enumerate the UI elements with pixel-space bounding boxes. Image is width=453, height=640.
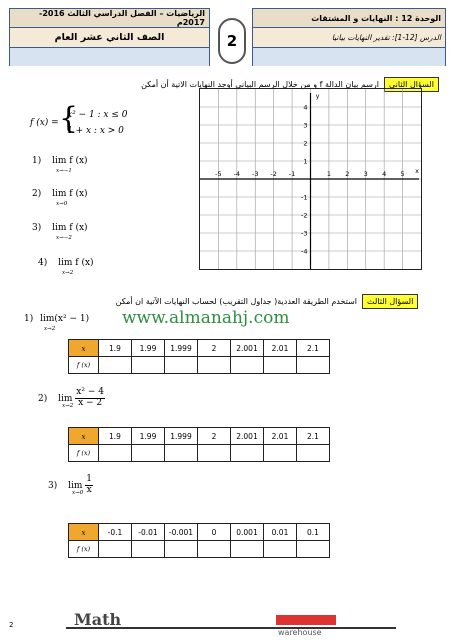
svg-text:Math: Math (74, 611, 122, 629)
x-value: 1.99 (132, 340, 165, 357)
limit-expression: lim(x² − 1) (40, 314, 90, 324)
y-axis-label: y (315, 92, 320, 100)
x-value: 2.1 (297, 428, 330, 445)
header-left-box (9, 8, 210, 66)
item-number: 1) (32, 156, 42, 166)
header-right-box (252, 8, 446, 66)
x-value: 1.999 (165, 340, 198, 357)
y-tick-label: 2 (303, 139, 308, 148)
limit-subscript: x→0 (56, 201, 68, 207)
x-value: 0.001 (231, 524, 264, 541)
fraction-numerator: x² − 4 (76, 387, 104, 397)
fx-cell (231, 541, 264, 558)
fx-header: f (x) (69, 541, 99, 558)
fx-cell (132, 357, 165, 374)
limit-expression: lim f (x) (58, 258, 94, 268)
item-number: 2) (32, 189, 42, 199)
fx-cell (198, 445, 231, 462)
x-tick-label: -1 (288, 170, 296, 178)
x-value: 0.1 (297, 524, 330, 541)
fx-header: f (x) (69, 357, 99, 374)
course-term: الرياضيات – الفصل الدراسي الثالث 2016-2017م (10, 9, 209, 28)
fraction-denominator: x − 2 (78, 397, 103, 408)
limit-subscript: x→2 (62, 403, 74, 409)
fx-cell (99, 541, 132, 558)
y-tick-label: 4 (303, 103, 308, 112)
fx-cell (198, 357, 231, 374)
math-logo-image (66, 611, 396, 637)
item-number: 1) (24, 314, 34, 324)
fx-cell (264, 357, 297, 374)
lesson-title: الدرس [12-1]: تقدير النهايات بيانيا (253, 28, 445, 48)
q2-instruction: ارسم بيان الدالة f و من خلال الرسم البياني أوجد النهايات الاتية أن أمكن (141, 80, 379, 89)
y-tick-label: -1 (301, 193, 308, 202)
graph-grid (199, 88, 422, 270)
item-number: 2) (38, 393, 48, 404)
x-header: x (69, 340, 99, 357)
fx-cell (297, 541, 330, 558)
limit-subscript: x→2 (44, 326, 56, 332)
fx-cell (264, 541, 297, 558)
svg-text:warehouse: warehouse (278, 628, 322, 637)
q2-limit-3 (32, 223, 88, 241)
header-right-blank (253, 48, 445, 66)
q3-label: السؤال الثالث (362, 294, 418, 309)
fx-cell (297, 445, 330, 462)
fx-cell (231, 357, 264, 374)
x-value: 2.1 (297, 340, 330, 357)
x-value: 2 (198, 428, 231, 445)
x-value: 2 (198, 340, 231, 357)
item-number: 4) (38, 258, 48, 268)
x-value: 1.9 (99, 340, 132, 357)
limit-word: lim (58, 393, 73, 404)
x-tick-label: -2 (270, 170, 277, 178)
x-axis-label: x (415, 167, 419, 175)
q2-limit-1 (32, 156, 88, 174)
fx-cell (132, 445, 165, 462)
limit-subscript: x→−2 (56, 235, 72, 241)
fx-cell (165, 541, 198, 558)
header-left-blank (10, 48, 209, 66)
graph-grid-svg (200, 89, 421, 269)
y-tick-label: 3 (303, 121, 308, 130)
table-row-x (69, 428, 330, 445)
value-table-3 (68, 523, 330, 558)
x-header: x (69, 524, 99, 541)
x-tick-label: -5 (215, 170, 222, 178)
limit-expression: lim f (x) (52, 223, 88, 233)
limit-subscript: x→−1 (56, 168, 72, 174)
q3-limit-2 (38, 388, 105, 409)
x-tick-label: 2 (345, 170, 350, 178)
item-number: 3) (48, 480, 58, 491)
limit-expression: lim f (x) (52, 189, 88, 199)
x-value: 2.01 (264, 340, 297, 357)
y-tick-label: -2 (301, 211, 308, 220)
x-value: -0.01 (132, 524, 165, 541)
x-value: 1.999 (165, 428, 198, 445)
fraction-denominator: x (86, 484, 92, 495)
value-table-1 (68, 339, 330, 374)
x-tick-label: -3 (252, 170, 259, 178)
fx-cell (165, 357, 198, 374)
item-number: 3) (32, 223, 42, 233)
fx-cell (198, 541, 231, 558)
fraction (75, 388, 105, 409)
x-tick-label: 1 (326, 170, 331, 178)
limit-subscript: x→2 (62, 270, 74, 276)
y-tick-label: -3 (301, 229, 308, 238)
table-row-fx (69, 357, 330, 374)
page-number: 2 (9, 621, 14, 629)
q3-limit-3 (48, 475, 93, 496)
q2-limit-4 (38, 258, 94, 276)
table-row-x (69, 524, 330, 541)
table-row-fx (69, 541, 330, 558)
fx-cell (264, 445, 297, 462)
q2-label: السؤال الثاني (384, 77, 439, 92)
limit-subscript: x→0 (72, 490, 84, 496)
limit-word: lim (68, 480, 83, 491)
x-header: x (69, 428, 99, 445)
x-value: 0.01 (264, 524, 297, 541)
fx-header: f (x) (69, 445, 99, 462)
q3-limit-1 (24, 314, 90, 332)
piece-1: x² − 1 : x ≤ 0 (67, 110, 128, 120)
piecewise-brace: { (59, 101, 79, 136)
x-tick-label: -4 (233, 170, 241, 178)
x-value: -0.001 (165, 524, 198, 541)
x-value: 1.9 (99, 428, 132, 445)
x-tick-label: 3 (363, 170, 368, 178)
limit-expression: lim f (x) (52, 156, 88, 166)
x-value: -0.1 (99, 524, 132, 541)
q3-instruction: استخدم الطريقة العددية( جداول التقريب) لحساب النهايات الآتية ان أمكن (115, 297, 357, 306)
watermark: www.almanahj.com (122, 308, 290, 328)
table-row-fx (69, 445, 330, 462)
fx-cell (132, 541, 165, 558)
grade-level: الصف الثاني عشر العام (10, 28, 209, 48)
function-lhs: f (x) = (30, 118, 59, 128)
x-tick-label: 5 (400, 170, 405, 178)
x-value: 2.001 (231, 428, 264, 445)
worksheet-number: 2 (218, 18, 246, 64)
y-tick-label: 1 (303, 157, 308, 166)
x-value: 2.001 (231, 340, 264, 357)
q2-limit-2 (32, 189, 88, 207)
fraction (85, 475, 93, 496)
fx-cell (165, 445, 198, 462)
fx-cell (297, 357, 330, 374)
fx-cell (99, 357, 132, 374)
page-header (9, 8, 446, 66)
x-tick-label: 4 (382, 170, 387, 178)
y-tick-label: -4 (301, 247, 308, 256)
unit-title: الوحدة 12 : النهايات و المشتقات (253, 9, 445, 28)
x-value: 0 (198, 524, 231, 541)
fx-cell (99, 445, 132, 462)
x-value: 1.99 (132, 428, 165, 445)
table-row-x (69, 340, 330, 357)
value-table-2 (68, 427, 330, 462)
fraction-numerator: 1 (86, 474, 93, 484)
fx-cell (231, 445, 264, 462)
x-value: 2.01 (264, 428, 297, 445)
piece-2: 1 + x : x > 0 (67, 126, 124, 136)
